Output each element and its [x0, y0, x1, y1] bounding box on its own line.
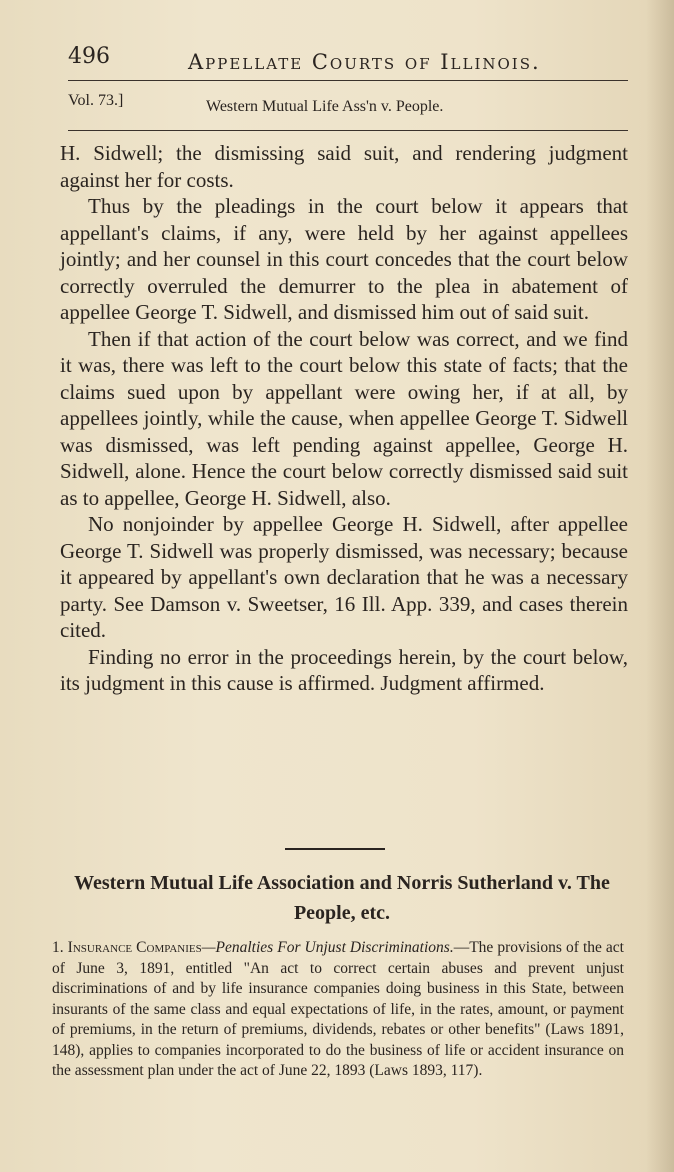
headnote-text: —The provisions of the act of June 3, 1891, entitled "An act to correct certain abuses and prevent unjust discriminations of and by life insurance companies doing business in this State, between insurants of the same class and equal expectations of life, in the rates, amount, or payment of premiums, in the return of premiums, dividends, rebates or other benefits" (Laws 1891, 148), applies to companies incorporated to do the business of life or accident insurance on the assessment plan under the act of June 22, 1893 (Laws 1893, 117). [52, 939, 624, 1079]
header-rule [68, 80, 628, 81]
running-head [68, 40, 614, 80]
paragraph: No nonjoinder by appellee George H. Sidwell, after appellee George T. Sidwell was properly dismissed, was necessary; because it appeared by appellant's own declaration that he was a necessary party. See Damson v. Sweetser, 16 Ill. App. 339, and cases therein cited. [60, 512, 628, 642]
paragraph: Finding no error in the proceedings herein, by the court below, its judgment in this cause is affirmed. Judgment affirmed. [60, 644, 628, 695]
page-number: 496 [68, 44, 110, 69]
headnote-topic: Insurance Companies [67, 939, 202, 956]
paragraph: Thus by the pleadings in the court below it appears that appellant's claims, if any, were held by her against appellees jointly; and her counsel in this court concedes that the court below correctly overruled the demurrer to the plea in abatement of appellee George T. Sidwell, and dismissed him out of said suit. [60, 194, 628, 324]
paragraph: Then if that action of the court below was correct, and we find it was, there was left to the court below this state of facts; that the claims sued upon by appellant were owing her, if at all, by appellees jointly, while the cause, when appellee George T. Sidwell was dismissed, was left pending against appellee, George H. Sidwell, alone. Hence the court below correctly dismissed said suit as to appellee, George H. Sidwell, also. [60, 326, 628, 510]
paragraph: H. Sidwell; the dismissing said suit, and rendering judgment against her for costs. [60, 141, 628, 192]
case-name: Western Mutual Life Ass'n v. People. [206, 98, 444, 115]
case-subheader [68, 90, 628, 124]
court-title: Appellate Courts of Illinois. [188, 50, 541, 74]
headnote-subtopic: —Penalties For Unjust Discriminations. [201, 939, 454, 956]
opinion-body [60, 140, 628, 697]
subheader-rule [68, 130, 628, 131]
section-separator [285, 848, 385, 850]
next-case-title: Western Mutual Life Association and Norris Sutherland v. The People, etc. [74, 872, 610, 924]
headnote-number: 1. [52, 939, 64, 956]
page-edge-shadow [646, 0, 674, 1172]
volume-label: Vol. 73.] [68, 92, 124, 109]
headnote [52, 938, 624, 1082]
